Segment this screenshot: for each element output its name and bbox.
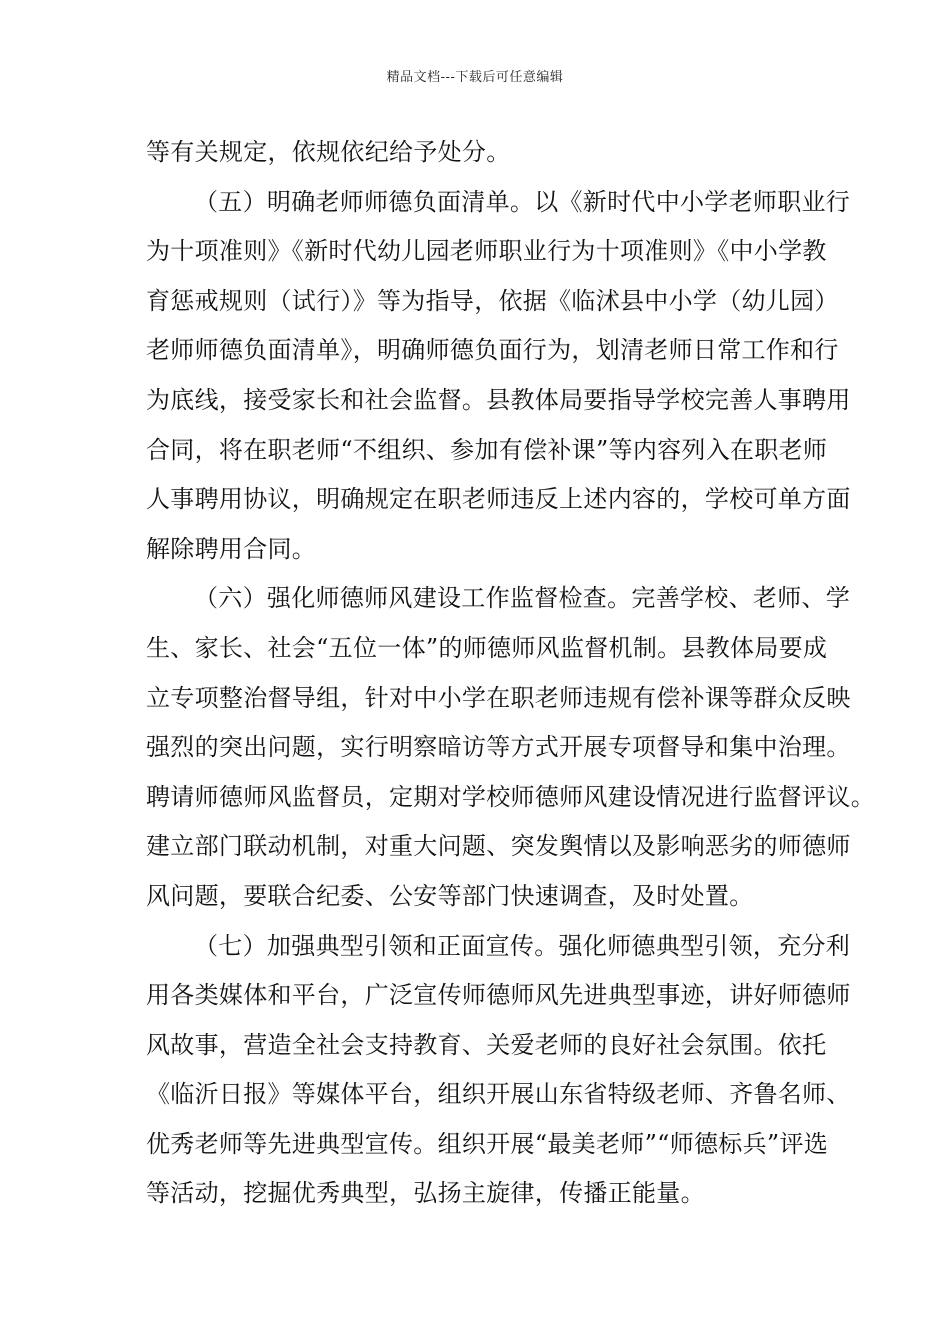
text-line: 风问题，要联合纪委、公安等部门快速调查，及时处置。	[146, 881, 754, 910]
text-line: 为底线，接受家长和社会监督。县教体局要指导学校完善人事聘用	[146, 385, 851, 414]
text-line: 等有关规定，依规依纪给予处分。	[146, 138, 511, 166]
text-line: 优秀老师等先进典型宣传。组织开展“最美老师”“师德标兵”评选	[146, 1129, 829, 1158]
text-line: 生、家长、社会“五位一体”的师德师风监督机制。县教体局要成	[146, 633, 828, 662]
text-line: 老师师德负面清单》，明确师德负面行为，划清老师日常工作和行	[146, 336, 839, 365]
text-line: 合同，将在职老师“不组织、参加有偿补课”等内容列入在职老师	[146, 435, 828, 464]
text-line: 立专项整治督导组，针对中小学在职老师违规有偿补课等群众反映	[146, 683, 851, 712]
paragraph-five-heading-line: （五）明确老师师德负面清单。以《新时代中小学老师职业行	[194, 187, 851, 216]
text-line: 强烈的突出问题，实行明察暗访等方式开展专项督导和集中治理。	[146, 733, 851, 762]
text-line: 育惩戒规则（试行）》等为指导，依据《临沭县中小学（幼儿园）	[146, 286, 839, 315]
paragraph-six-heading-line: （六）强化师德师风建设工作监督检查。完善学校、老师、学	[194, 584, 851, 613]
text-line: 建立部门联动机制，对重大问题、突发舆情以及影响恶劣的师德师	[146, 832, 851, 861]
page-header: 精品文档---下载后可任意编辑	[386, 70, 564, 85]
text-line: 《临沂日报》等媒体平台，组织开展山东省特级老师、齐鲁名师、	[146, 1080, 851, 1109]
document-body	[146, 128, 875, 1219]
text-line: 人事聘用协议，明确规定在职老师违反上述内容的，学校可单方面	[146, 485, 851, 514]
text-line: 风故事，营造全社会支持教育、关爱老师的良好社会氛围。依托	[146, 1030, 827, 1059]
text-line: 等活动，挖掘优秀典型，弘扬主旋律，传播正能量。	[146, 1179, 705, 1208]
text-line: 解除聘用合同。	[146, 534, 317, 563]
text-line: 用各类媒体和平台，广泛宣传师德师风先进典型事迹，讲好师德师	[146, 981, 851, 1010]
text-line: 为十项准则》《新时代幼儿园老师职业行为十项准则》《中小学教	[146, 237, 827, 266]
paragraph-seven-heading-line: （七）加强典型引领和正面宣传。强化师德典型引领，充分利	[194, 931, 851, 960]
text-line: 聘请师德师风监督员，定期对学校师德师风建设情况进行监督评议。	[146, 782, 875, 811]
